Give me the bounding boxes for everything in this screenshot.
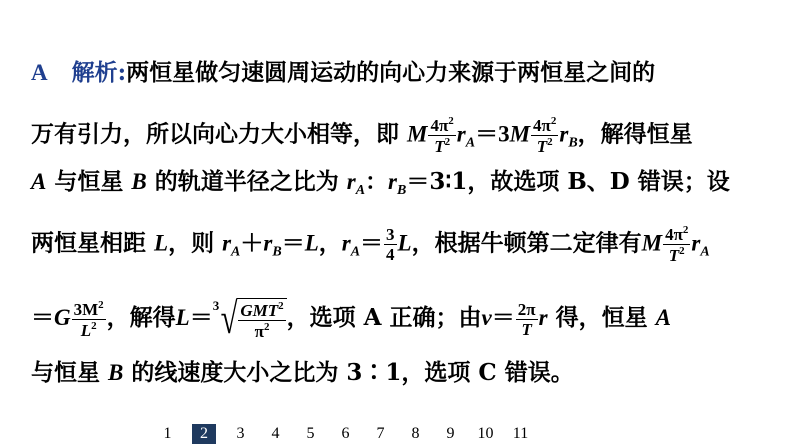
fraction-4pi2-over-T2-b: $\frac{4\pi^2}{T^2}$ [533,115,557,156]
page-2[interactable]: 2 [192,424,216,444]
line-6-text-a: 与恒星 [31,359,100,386]
line-5-text-b: ，选项 A 正确；由 [286,304,482,331]
line-4-text-a: 两恒星相距 [31,229,146,257]
line-5-text-a: ，解得 [106,304,176,331]
line-6-text-b: 的线速度大小之比为 3∶1，选项 C 错误。 [131,359,574,386]
line-4-text-c: ，根据牛顿第二定律有 [411,229,642,257]
line-5-text-c: 得，恒星 [555,304,648,331]
page-6[interactable]: 6 [341,425,350,442]
page-3[interactable]: 3 [236,425,245,442]
line-2-text-b: 解得恒星 [600,120,693,148]
page-4[interactable]: 4 [271,425,280,442]
answer-letter: A [31,60,48,85]
fraction-3M2-over-L2: $\frac{3M^2}{L^2}$ [73,298,104,340]
line-1-text: 两恒星做匀速圆周运动的向心力来源于两恒星之间的 [126,59,656,86]
fraction-2pi-over-T: $\frac{2\pi}{T}$ [517,299,536,339]
page-10[interactable]: 10 [477,425,494,442]
fraction-4pi2-over-T2: $\frac{4\pi^2}{T^2}$ [430,115,454,156]
line-6: 与恒星 B 的线速度大小之比为 3∶1，选项 C 错误。 [31,359,574,386]
page-8[interactable]: 8 [411,425,420,442]
fraction-GMT2-over-pi2: $\frac{GMT^2}{\pi^2}$ [240,300,284,341]
line-3-text-c: 3∶1，故选项 B、D 错误；设 [429,168,730,195]
line-3: A 与恒星 B 的轨道半径之比为 $r_A$：$r_B=3∶1$，故选项 B、D 错误；设 [31,168,730,198]
page-11[interactable]: 11 [512,425,529,442]
line-4: 两恒星相距 L，则 $r_A+r_B=L$，$r_A=$ $\frac{3}{4}$ L，根据牛顿第二定律有M $\frac{4\pi^2}{T^2}$ $r_A$ [31,224,710,265]
line-3-text-b: 的轨道半径之比为 [154,168,339,195]
pagination [150,424,538,444]
page-5[interactable]: 5 [306,425,315,442]
line-2-text-a: 万有引力，所以向心力大小相等，即 [31,120,399,148]
page-7[interactable]: 7 [376,425,385,442]
mass-M: M [407,121,428,147]
line-2: 万有引力，所以向心力大小相等，即 M $\frac{4\pi^2}{T^2}$ $r_A=3M$ $\frac{4\pi^2}{T^2}$ $r_B$，解得恒星 [31,115,693,156]
line-5: ＝G $\frac{3M^2}{L^2}$ ，解得L＝ 3 √ $\frac{GMT^2}{\pi^2}$ ，选项 A 正确；由v＝ $\frac{2\pi}{T}$ r 得，恒星 A [31,294,671,343]
cube-root: 3 √ $\frac{GMT^2}{\pi^2}$ [213,297,287,341]
page-9[interactable]: 9 [446,425,455,442]
page-1[interactable]: 1 [163,425,172,442]
line-1 [31,61,655,84]
line-3-text-a: 与恒星 [54,168,124,195]
fraction-3-over-4: $\frac{3}{4}$ [386,225,395,264]
fraction-4pi2-over-T2-c: $\frac{4\pi^2}{T^2}$ [665,224,689,265]
analysis-label: 解析: [71,59,127,86]
